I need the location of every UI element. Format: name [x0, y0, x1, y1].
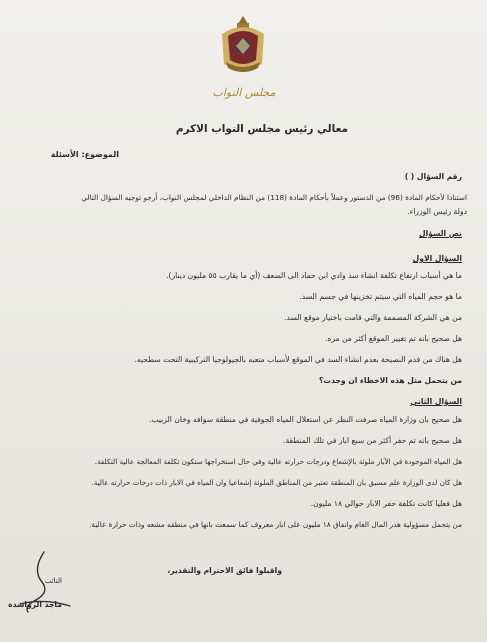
- q2-line: هل كان لدى الوزارة علم مسبق بان المنطقة تعتبر من المناطق الملوثة إشعاعيا وان المياه في الابار ذات درجات حرارته عالية.: [91, 478, 462, 487]
- intro-line-1: استنادا لأحكام المادة (96) من الدستور وعملاً بأحكام المادة (118) من النظام الداخلي لمجلس النواب، أرجو توجيه السؤال التالي: [81, 193, 467, 202]
- signature-name: ماجد الرواشدة: [8, 600, 62, 609]
- subject-line: الموضوع: الأسئلة: [50, 150, 119, 159]
- q2-line: هل فعليا كانت تكلفة حفر الابار حوالي ١٨ مليون.: [310, 499, 462, 508]
- question-1-heading: السؤال الاول: [412, 254, 462, 263]
- handwritten-signature: [14, 548, 74, 624]
- q1-line: هل هناك من قدم النصيحة بعدم انشاء السد في الموقع لأسباب متعبه بالجيولوجيا التركيبية التحت سطحيه.: [134, 355, 462, 364]
- question-text-heading: نص السؤال: [419, 229, 462, 238]
- q2-line: من يتحمل مسؤولية هدر المال العام وانفاق ١٨ مليون على ابار معروف كما سمعت بانها في منطقه مشعه وذات حرارة عالية.: [89, 520, 462, 529]
- q1-line: ما هي أسباب ارتفاع تكلفة انشاء سد وادي ابن حماد الى الضعف (أي ما يقارب ٥٥ مليون دينار).: [166, 271, 462, 280]
- q1-line: من يتحمل مثل هذه الاخطاء ان وجدت؟: [319, 376, 462, 385]
- jordan-coat-of-arms-icon: [216, 12, 270, 78]
- q1-line: من هي الشركة المصممة والتي قامت باختيار موقع السد.: [284, 313, 462, 322]
- letterhead-logo-text: مجلس النواب: [212, 86, 276, 99]
- question-2-heading: السؤال الثاني: [410, 397, 462, 406]
- q1-line: هل صحيح بانه تم تغيير الموقع أكثر من مره.: [324, 334, 462, 343]
- signature-title: النائب: [44, 577, 62, 585]
- closing-line: واقبلوا فائق الاحترام والتقدير،: [167, 566, 282, 575]
- addressee-heading: معالي رئيس مجلس النواب الاكرم: [175, 123, 348, 135]
- question-number: رقم السؤال ( ): [404, 172, 462, 181]
- q1-line: ما هو حجم المياه التي سيتم تخزينها في جسم السد.: [299, 292, 462, 301]
- q2-line: هل المياه الموجودة في الآبار ملوثة بالإشعاع ودرجات حرارته عالية وفي حال استخراجها ستكون تكلفة المعالجة عالية التكلفة.: [94, 457, 462, 466]
- q2-line: هل صحيح بانه تم حفر أكثر من سبع ابار في تلك المنطقة.: [283, 436, 462, 445]
- intro-line-2: دولة رئيس الوزراء.: [407, 207, 467, 216]
- q2-line: هل صحيح بان وزارة المياه صرفت النظر عن استغلال المياه الجوفية في منطقة سوافه وخان الزبيب.: [149, 415, 462, 424]
